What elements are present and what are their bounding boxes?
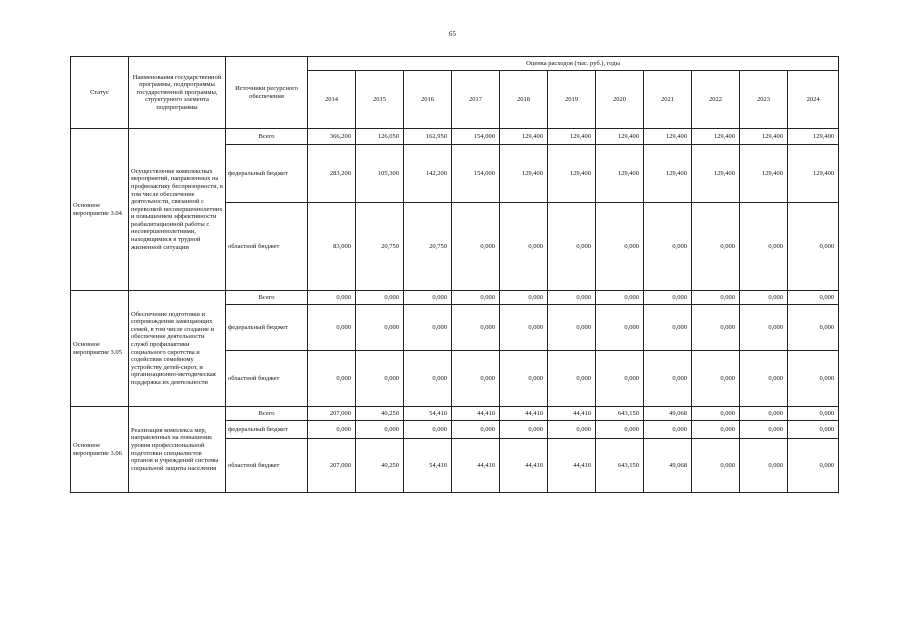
value-cell: 643,150: [596, 439, 644, 493]
value-cell: 0,000: [740, 421, 788, 439]
value-cell: 0,000: [740, 439, 788, 493]
value-cell: 129,400: [644, 129, 692, 145]
value-cell: 105,300: [356, 145, 404, 203]
value-cell: 126,050: [356, 129, 404, 145]
measure-name-cell: Реализация комплекса мер, направленных на повышение уровня профессиональной подготовки специалистов органов и учреждений системы социальной защиты населения: [129, 407, 226, 493]
value-cell: 0,000: [644, 421, 692, 439]
measure-name-cell: Обеспечение подготовки и сопровождения замещающих семей, в том числе создание и обеспечение деятельности служб профилактики социального сиротства и содействия семейному устройству детей-сирот, и организационно-методическая поддержка их деятельности: [129, 291, 226, 407]
value-cell: 0,000: [548, 291, 596, 305]
value-cell: 366,200: [308, 129, 356, 145]
value-cell: 0,000: [788, 439, 839, 493]
header-name: Наименования государственной программы, подпрограммы государственной программы, структурного элемента подпрограммы: [129, 57, 226, 129]
value-cell: 0,000: [404, 291, 452, 305]
value-cell: 129,400: [788, 129, 839, 145]
value-cell: 0,000: [308, 305, 356, 351]
value-cell: 0,000: [308, 291, 356, 305]
value-cell: 0,000: [452, 291, 500, 305]
value-cell: 44,410: [548, 407, 596, 421]
value-cell: 129,400: [740, 145, 788, 203]
value-cell: 0,000: [548, 305, 596, 351]
value-cell: 0,000: [692, 407, 740, 421]
value-cell: 0,000: [692, 305, 740, 351]
value-cell: 0,000: [404, 305, 452, 351]
value-cell: 129,400: [500, 129, 548, 145]
value-cell: 129,400: [692, 129, 740, 145]
value-cell: 129,400: [692, 145, 740, 203]
value-cell: 44,410: [548, 439, 596, 493]
value-cell: 0,000: [500, 203, 548, 291]
value-cell: 129,400: [548, 145, 596, 203]
source-cell: Всего: [226, 129, 308, 145]
value-cell: 0,000: [356, 305, 404, 351]
value-cell: 0,000: [452, 351, 500, 407]
value-cell: 44,410: [500, 439, 548, 493]
value-cell: 0,000: [548, 421, 596, 439]
value-cell: 0,000: [692, 203, 740, 291]
value-cell: 154,000: [452, 129, 500, 145]
value-cell: 0,000: [740, 305, 788, 351]
value-cell: 0,000: [500, 305, 548, 351]
header-year: 2018: [500, 71, 548, 129]
value-cell: 40,250: [356, 439, 404, 493]
value-cell: 0,000: [356, 421, 404, 439]
value-cell: 0,000: [500, 351, 548, 407]
value-cell: 49,068: [644, 407, 692, 421]
value-cell: 44,410: [500, 407, 548, 421]
header-year: 2022: [692, 71, 740, 129]
value-cell: 129,400: [500, 145, 548, 203]
source-cell: федеральный бюджет: [226, 305, 308, 351]
status-cell: Основное мероприятие 3.04: [71, 129, 129, 291]
value-cell: 0,000: [596, 421, 644, 439]
value-cell: 142,200: [404, 145, 452, 203]
value-cell: 0,000: [740, 291, 788, 305]
source-cell: Всего: [226, 407, 308, 421]
value-cell: 0,000: [692, 291, 740, 305]
value-cell: 0,000: [548, 203, 596, 291]
header-year: 2017: [452, 71, 500, 129]
value-cell: 129,400: [596, 129, 644, 145]
value-cell: 0,000: [596, 203, 644, 291]
header-year: 2021: [644, 71, 692, 129]
value-cell: 20,750: [356, 203, 404, 291]
value-cell: 0,000: [788, 291, 839, 305]
value-cell: 44,410: [452, 439, 500, 493]
status-cell: Основное мероприятие 3.06: [71, 407, 129, 493]
value-cell: 54,410: [404, 439, 452, 493]
header-year: 2015: [356, 71, 404, 129]
header-year: 2024: [788, 71, 839, 129]
value-cell: 129,400: [548, 129, 596, 145]
value-cell: 283,200: [308, 145, 356, 203]
value-cell: 0,000: [788, 305, 839, 351]
value-cell: 0,000: [500, 421, 548, 439]
value-cell: 44,410: [452, 407, 500, 421]
header-year: 2023: [740, 71, 788, 129]
table-row: [71, 291, 839, 305]
value-cell: 0,000: [740, 203, 788, 291]
source-cell: федеральный бюджет: [226, 145, 308, 203]
value-cell: 54,410: [404, 407, 452, 421]
status-cell: Основное мероприятие 3.05: [71, 291, 129, 407]
value-cell: 129,400: [740, 129, 788, 145]
header-year: 2014: [308, 71, 356, 129]
value-cell: 0,000: [596, 305, 644, 351]
expenditure-table: [70, 56, 839, 493]
header-year: 2020: [596, 71, 644, 129]
value-cell: 207,000: [308, 439, 356, 493]
value-cell: 0,000: [692, 351, 740, 407]
value-cell: 0,000: [644, 351, 692, 407]
value-cell: 154,000: [452, 145, 500, 203]
page-number: 65: [449, 30, 456, 38]
value-cell: 49,068: [644, 439, 692, 493]
value-cell: 643,150: [596, 407, 644, 421]
value-cell: 0,000: [452, 421, 500, 439]
value-cell: 0,000: [788, 407, 839, 421]
value-cell: 0,000: [644, 203, 692, 291]
value-cell: 0,000: [692, 439, 740, 493]
header-year: 2019: [548, 71, 596, 129]
value-cell: 129,400: [644, 145, 692, 203]
value-cell: 0,000: [404, 351, 452, 407]
value-cell: 0,000: [308, 421, 356, 439]
value-cell: 162,950: [404, 129, 452, 145]
value-cell: 0,000: [692, 421, 740, 439]
value-cell: 0,000: [788, 351, 839, 407]
value-cell: 0,000: [788, 421, 839, 439]
value-cell: 0,000: [788, 203, 839, 291]
table-row: [71, 407, 839, 421]
header-sources: Источники ресурсного обеспечения: [226, 57, 308, 129]
value-cell: 0,000: [644, 305, 692, 351]
value-cell: 0,000: [308, 351, 356, 407]
value-cell: 0,000: [404, 421, 452, 439]
value-cell: 0,000: [356, 351, 404, 407]
source-cell: областной бюджет: [226, 203, 308, 291]
header-year: 2016: [404, 71, 452, 129]
source-cell: Всего: [226, 291, 308, 305]
value-cell: 20,750: [404, 203, 452, 291]
table-row: [71, 129, 839, 145]
value-cell: 0,000: [596, 351, 644, 407]
value-cell: 0,000: [500, 291, 548, 305]
value-cell: 0,000: [740, 407, 788, 421]
value-cell: 0,000: [452, 203, 500, 291]
header-status: Статус: [71, 57, 129, 129]
value-cell: 207,000: [308, 407, 356, 421]
value-cell: 40,250: [356, 407, 404, 421]
value-cell: 0,000: [740, 351, 788, 407]
value-cell: 0,000: [356, 291, 404, 305]
source-cell: областной бюджет: [226, 439, 308, 493]
value-cell: 0,000: [548, 351, 596, 407]
value-cell: 0,000: [596, 291, 644, 305]
value-cell: 129,400: [788, 145, 839, 203]
measure-name-cell: Осуществление комплексных мероприятий, направленных на профилактику беспризорности, в том числе обеспечение деятельности, связанной с перевозкой несовершеннолетних и повышением эффективности реабилитационной работы с несовершеннолетними, находящимися в трудной жизненной ситуации: [129, 129, 226, 291]
source-cell: областной бюджет: [226, 351, 308, 407]
source-cell: федеральный бюджет: [226, 421, 308, 439]
value-cell: 83,000: [308, 203, 356, 291]
value-cell: 0,000: [644, 291, 692, 305]
value-cell: 129,400: [596, 145, 644, 203]
header-estimate: Оценка расходов (тыс. руб.), годы: [308, 57, 839, 71]
value-cell: 0,000: [452, 305, 500, 351]
